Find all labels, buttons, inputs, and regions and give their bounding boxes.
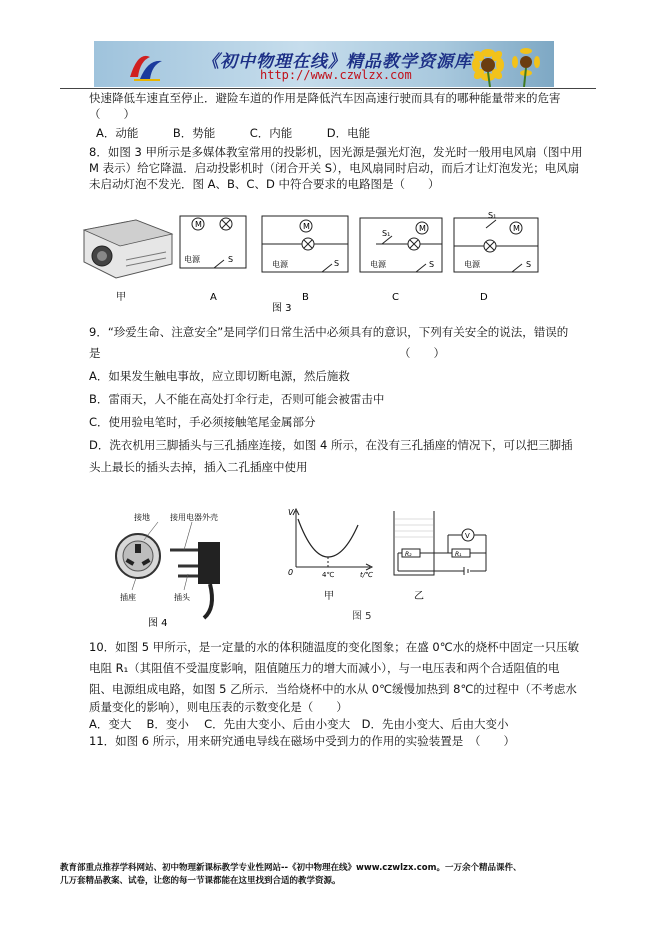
socket-icon xyxy=(116,534,160,578)
fig4-caption: 图 4 xyxy=(148,618,168,629)
q8-line3: 未启动灯泡不发光．图 A、B、C、D 中符合要求的电路图是（ ） xyxy=(89,177,440,191)
q9-paren: （ ） xyxy=(399,346,445,360)
fig3-label-d: D xyxy=(480,292,488,303)
fig3-b-switch: S xyxy=(334,259,340,268)
fig3-label-jia: 甲 xyxy=(116,292,126,303)
fig5-label-jia: 甲 xyxy=(324,591,334,602)
fig3-d-switch1: S₁ xyxy=(488,211,497,220)
site-logo-icon xyxy=(126,47,166,83)
plug-icon xyxy=(170,542,220,618)
q9-option-a: A．如果发生触电事故，应立即切断电源，然后施救 xyxy=(89,369,350,383)
page-footer xyxy=(60,862,605,888)
q9-option-d-line2: 头上最长的插头去掉，插入二孔插座中使用 xyxy=(89,460,308,474)
figure-5-circuit xyxy=(390,505,494,605)
fig3-d-motor: M xyxy=(513,224,520,233)
fig3-c-motor: M xyxy=(419,224,426,233)
fig3-c-power: 电源 xyxy=(370,260,386,269)
figure-3 xyxy=(76,200,556,315)
q10-line2: 电阻 R₁（其阻值不受温度影响，阻值随压力的增大而减小），与一电压表和两个合适阻值的电 xyxy=(89,661,560,675)
fig3-a-switch: S xyxy=(228,255,234,264)
fig5-r2: R₂ xyxy=(405,551,412,558)
fig3-label-a: A xyxy=(210,292,217,303)
header-banner xyxy=(94,41,554,87)
fig3-a-motor: M xyxy=(195,220,202,229)
sunflower-icon xyxy=(460,43,550,87)
fig5-label-yi: 乙 xyxy=(414,591,424,602)
q9-option-c: C．使用验电笔时，手必须接触笔尾金属部分 xyxy=(89,415,316,429)
q9-option-d-line1: D．洗衣机用三脚插头与三孔插座连接，如图 4 所示，在没有三孔插座的情况下，可以把三脚插 xyxy=(89,438,573,452)
footer-line1: 教育部重点推荐学科网站、初中物理新课标教学专业性网站--《初中物理在线》www.czwlzx.com。一万余个精品课件、 xyxy=(60,863,522,873)
fig3-c-switch1: S₁ xyxy=(382,229,391,238)
fig5-voltmeter: V xyxy=(465,532,470,540)
q10-line3: 阻、电源组成电路，如图 5 乙所示．当给烧杯中的水从 0℃缓慢加热到 8℃的过程中（不考虑水 xyxy=(89,682,577,696)
fig5-r1: R₁ xyxy=(455,551,462,558)
q10-line4: 质量变化的影响），则电压表的示数变化是（ ） xyxy=(89,700,348,714)
q11-line1: 11．如图 6 所示，用来研究通电导线在磁场中受到力的作用的实验装置是 （ ） xyxy=(89,734,516,748)
q7-paren: （ ） xyxy=(89,107,135,121)
q10-line1: 10．如图 5 甲所示，是一定量的水的体积随温度的变化图象；在盛 0℃水的烧杯中固定一只压敏 xyxy=(89,640,580,654)
fig4-label-socket: 插座 xyxy=(120,593,136,602)
header-url: http://www.czwlzx.com xyxy=(260,68,412,82)
fig3-b-power: 电源 xyxy=(272,260,288,269)
fig4-label-ground: 接地 xyxy=(134,513,150,522)
fig5-axis-v: V xyxy=(288,508,294,517)
q8-line2: M 表示）给它降温．启动投影机时（闭合开关 S），电风扇同时启动，而后才让灯泡发光；电风扇 xyxy=(89,161,580,175)
fig3-caption: 图 3 xyxy=(272,303,292,314)
fig4-label-case: 接用电器外壳 xyxy=(170,513,218,522)
fig5-tick: 4℃ xyxy=(322,571,335,579)
fig3-d-switch: S xyxy=(526,260,532,269)
q8-line1: 8．如图 3 甲所示是多媒体教室常用的投影机，因光源是强光灯泡，发光时一般用电风扇（图中用 xyxy=(89,145,583,159)
q7-options: A．动能 B．势能 C．内能 D．电能 xyxy=(96,126,371,140)
fig3-c-switch: S xyxy=(429,260,435,269)
figure-5-graph xyxy=(282,505,380,605)
q7-line1: 快速降低车速直至停止．避险车道的作用是降低汽车因高速行驶而具有的哪种能量带来的危害 xyxy=(89,91,561,105)
fig5-caption: 图 5 xyxy=(352,611,372,622)
fig3-label-c: C xyxy=(392,292,399,303)
fig3-d-power: 电源 xyxy=(464,260,480,269)
fig4-label-plug: 插头 xyxy=(174,593,190,602)
q9-option-b: B．雷雨天，人不能在高处打伞行走，否则可能会被雷击中 xyxy=(89,392,385,406)
header-title: 《初中物理在线》精品教学资源库 xyxy=(202,52,472,72)
projector-icon xyxy=(84,220,172,278)
figure-4 xyxy=(110,508,270,633)
fig3-b-motor: M xyxy=(303,222,310,231)
fig3-a-power: 电源 xyxy=(184,255,200,264)
header-rule xyxy=(60,88,596,89)
fig3-label-b: B xyxy=(302,292,309,303)
footer-line2: 几万套精品教案、试卷，让您的每一节课都能在这里找到合适的教学资源。 xyxy=(60,876,341,886)
q9-line1: 9．“珍爱生命、注意安全”是同学们日常生活中必须具有的意识，下列有关安全的说法，错误的 xyxy=(89,325,569,339)
q10-options: A．变大 B．变小 C．先由大变小、后由小变大 D．先由小变大、后由大变小 xyxy=(89,717,509,731)
fig5-origin: 0 xyxy=(288,568,294,577)
fig5-axis-t: t/℃ xyxy=(360,571,373,579)
q9-line2: 是 xyxy=(89,346,101,360)
